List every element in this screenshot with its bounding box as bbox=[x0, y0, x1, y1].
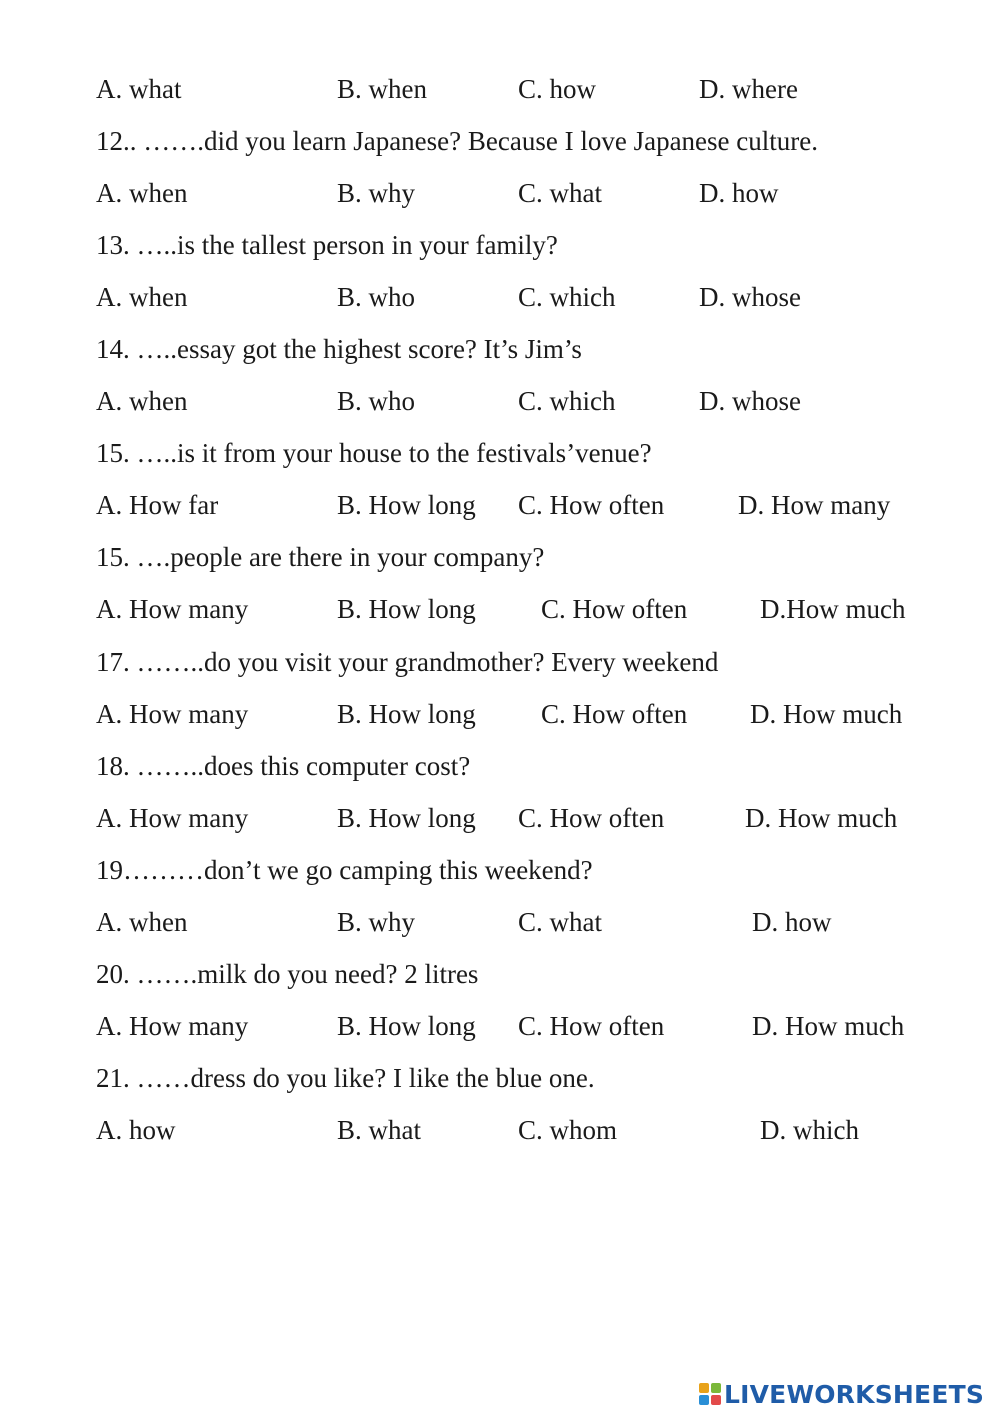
option-a[interactable]: A. when bbox=[96, 282, 188, 312]
option-d[interactable]: D.How much bbox=[760, 594, 906, 624]
option-d[interactable]: D. whose bbox=[699, 282, 801, 312]
question-19 bbox=[0, 850, 1000, 890]
question-20 bbox=[0, 954, 1000, 994]
options-row-17 bbox=[0, 694, 1000, 734]
question-text: 15. ….people are there in your company? bbox=[96, 542, 545, 572]
option-d[interactable]: D. how bbox=[752, 907, 832, 937]
option-c[interactable]: C. How often bbox=[518, 803, 665, 833]
options-row-21 bbox=[0, 1110, 1000, 1150]
option-a[interactable]: A. How many bbox=[96, 699, 249, 729]
option-a[interactable]: A. How many bbox=[96, 803, 249, 833]
question-text: 17. ……..do you visit your grandmother? Every weekend bbox=[96, 647, 719, 677]
question-21 bbox=[0, 1058, 1000, 1098]
option-b[interactable]: B. How long bbox=[337, 803, 476, 833]
option-b[interactable]: B. what bbox=[337, 1115, 421, 1145]
options-row-13 bbox=[0, 277, 1000, 317]
options-row-14 bbox=[0, 381, 1000, 421]
question-text: 20. …….milk do you need? 2 litres bbox=[96, 959, 479, 989]
option-d[interactable]: D. How many bbox=[738, 490, 891, 520]
option-c[interactable]: C. how bbox=[518, 74, 597, 104]
option-a[interactable]: A. How far bbox=[96, 490, 219, 520]
question-16 bbox=[0, 537, 1000, 577]
question-text: 15. …..is it from your house to the festivals’venue? bbox=[96, 438, 652, 468]
option-d[interactable]: D. whose bbox=[699, 386, 801, 416]
brand-name: LIVEWORKSHEETS bbox=[724, 1379, 985, 1409]
option-c[interactable]: C. which bbox=[518, 282, 616, 312]
option-a[interactable]: A. how bbox=[96, 1115, 176, 1145]
option-a[interactable]: A. when bbox=[96, 386, 188, 416]
question-14 bbox=[0, 329, 1000, 369]
option-b[interactable]: B. why bbox=[337, 178, 416, 208]
options-row-15 bbox=[0, 485, 1000, 525]
liveworksheets-logo-icon bbox=[698, 1381, 722, 1407]
option-d[interactable]: D. How much bbox=[750, 699, 903, 729]
options-row-20 bbox=[0, 1006, 1000, 1046]
option-b[interactable]: B. How long bbox=[337, 699, 476, 729]
question-17 bbox=[0, 642, 1000, 682]
options-row-19 bbox=[0, 902, 1000, 942]
option-d[interactable]: D. How much bbox=[752, 1011, 905, 1041]
option-c[interactable]: C. what bbox=[518, 907, 602, 937]
options-row-18 bbox=[0, 798, 1000, 838]
question-13 bbox=[0, 225, 1000, 265]
option-d[interactable]: D. How much bbox=[745, 803, 898, 833]
option-b[interactable]: B. How long bbox=[337, 1011, 476, 1041]
option-b[interactable]: B. who bbox=[337, 386, 416, 416]
option-c[interactable]: C. How often bbox=[518, 1011, 665, 1041]
question-18 bbox=[0, 746, 1000, 786]
option-d[interactable]: D. where bbox=[699, 74, 798, 104]
option-b[interactable]: B. when bbox=[337, 74, 427, 104]
option-a[interactable]: A. How many bbox=[96, 594, 249, 624]
question-text: 19………don’t we go camping this weekend? bbox=[96, 855, 593, 885]
options-row-16 bbox=[0, 589, 1000, 629]
question-text: 14. …..essay got the highest score? It’s Jim’s bbox=[96, 334, 582, 364]
options-row-11 bbox=[0, 69, 1000, 109]
option-a[interactable]: A. How many bbox=[96, 1011, 249, 1041]
question-text: 18. ……..does this computer cost? bbox=[96, 751, 471, 781]
option-c[interactable]: C. whom bbox=[518, 1115, 618, 1145]
liveworksheets-brand bbox=[698, 1376, 984, 1412]
question-text: 13. …..is the tallest person in your family? bbox=[96, 230, 558, 260]
option-a[interactable]: A. when bbox=[96, 907, 188, 937]
option-d[interactable]: D. how bbox=[699, 178, 779, 208]
option-c[interactable]: C. How often bbox=[518, 490, 665, 520]
option-b[interactable]: B. How long bbox=[337, 594, 476, 624]
options-row-12 bbox=[0, 173, 1000, 213]
option-c[interactable]: C. How often bbox=[541, 699, 688, 729]
question-text: 21. ……dress do you like? I like the blue one. bbox=[96, 1063, 595, 1093]
option-c[interactable]: C. which bbox=[518, 386, 616, 416]
option-a[interactable]: A. when bbox=[96, 178, 188, 208]
option-d[interactable]: D. which bbox=[760, 1115, 859, 1145]
option-c[interactable]: C. How often bbox=[541, 594, 688, 624]
question-15 bbox=[0, 433, 1000, 473]
option-a[interactable]: A. what bbox=[96, 74, 182, 104]
question-text: 12.. …….did you learn Japanese? Because I love Japanese culture. bbox=[96, 126, 818, 156]
option-b[interactable]: B. How long bbox=[337, 490, 476, 520]
question-12 bbox=[0, 121, 1000, 161]
option-b[interactable]: B. who bbox=[337, 282, 416, 312]
option-c[interactable]: C. what bbox=[518, 178, 602, 208]
option-b[interactable]: B. why bbox=[337, 907, 416, 937]
